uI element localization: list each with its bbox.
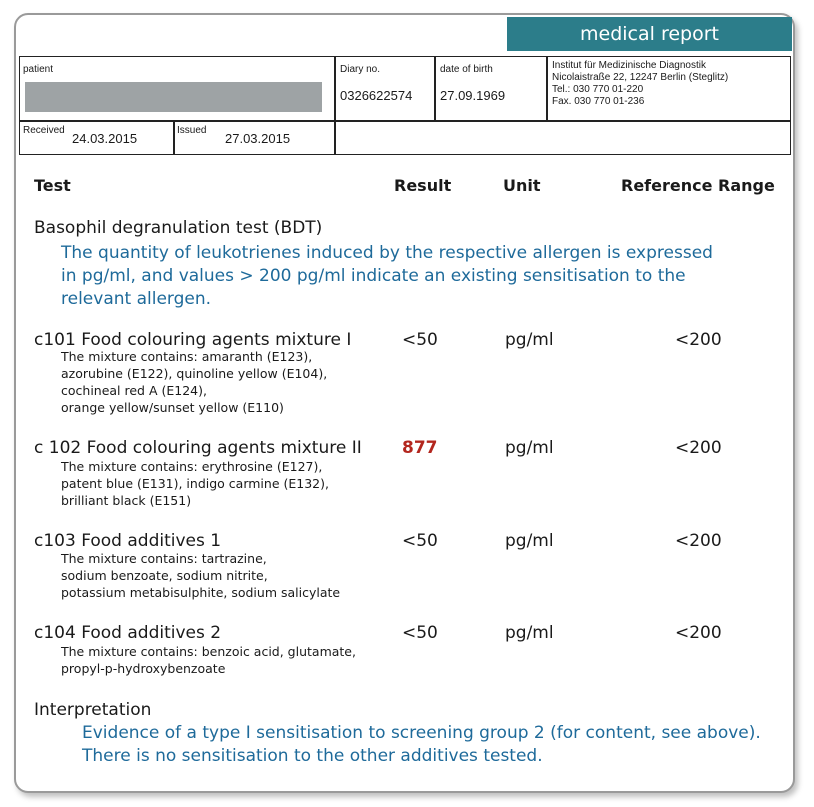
patient-name-redacted <box>25 82 322 112</box>
test-result: <50 <box>402 330 438 350</box>
test-name: c103 Food additives 1 <box>34 531 222 551</box>
test-description: The mixture contains: amaranth (E123), azorubine (E122), quinoline yellow (E104), cochineal red A (E124), orange yellow/sunset yellow (E110) <box>61 349 328 415</box>
col-test: Test <box>34 176 71 195</box>
test-range: <200 <box>675 330 722 350</box>
institute-block <box>552 60 728 108</box>
test-result: <50 <box>402 531 438 551</box>
col-range: Reference Range <box>621 176 775 195</box>
test-description: The mixture contains: erythrosine (E127), patent blue (E131), indigo carmine (E132), brilliant black (E151) <box>61 459 329 508</box>
header-table <box>19 56 791 155</box>
test-range: <200 <box>675 531 722 551</box>
interpretation-title: Interpretation <box>34 700 152 720</box>
test-name: c104 Food additives 2 <box>34 623 222 643</box>
test-range: <200 <box>675 438 722 458</box>
test-unit: pg/ml <box>505 531 554 551</box>
test-unit: pg/ml <box>505 438 554 458</box>
test-description: The mixture contains: benzoic acid, glutamate, propyl-p-hydroxybenzoate <box>61 644 356 676</box>
issued-value: 27.03.2015 <box>225 131 291 146</box>
test-range: <200 <box>675 623 722 643</box>
intro-text: The quantity of leukotrienes induced by the respective allergen is expressed in pg/ml, and values > 200 pg/ml indicate an existing sensitisation to the relevant allergen. <box>61 243 713 309</box>
diary-value: 0326622574 <box>340 88 413 103</box>
test-unit: pg/ml <box>505 330 554 350</box>
institute-address: Nicolaistraße 22, 12247 Berlin (Steglitz) <box>552 72 729 83</box>
col-result: Result <box>394 176 452 195</box>
diary-label: Diary no. <box>340 64 381 75</box>
issued-label: Issued <box>177 125 207 136</box>
institute-name: Institut für Medizinische Diagnostik <box>552 60 706 71</box>
patient-label: patient <box>23 64 54 75</box>
intro-title: Basophil degranulation test (BDT) <box>34 218 323 238</box>
test-unit: pg/ml <box>505 623 554 643</box>
test-name: c101 Food colouring agents mixture I <box>34 330 352 350</box>
test-result: <50 <box>402 623 438 643</box>
test-description: The mixture contains: tartrazine, sodium benzoate, sodium nitrite, potassium metabisulphite, sodium salicylate <box>61 551 341 600</box>
institute-tel: Tel.: 030 770 01-220 <box>552 84 644 95</box>
test-result-flagged: 877 <box>402 438 438 458</box>
test-name: c 102 Food colouring agents mixture II <box>34 438 362 458</box>
col-unit: Unit <box>503 176 541 195</box>
received-value: 24.03.2015 <box>72 131 138 146</box>
interpretation-text: Evidence of a type I sensitisation to screening group 2 (for content, see above). There is no sensitisation to the other additives tested. <box>82 723 761 766</box>
institute-fax: Fax. 030 770 01-236 <box>552 96 645 107</box>
dob-label: date of birth <box>440 64 493 75</box>
dob-value: 27.09.1969 <box>440 88 506 103</box>
received-label: Received <box>23 125 65 136</box>
report-banner: medical report <box>507 17 792 51</box>
